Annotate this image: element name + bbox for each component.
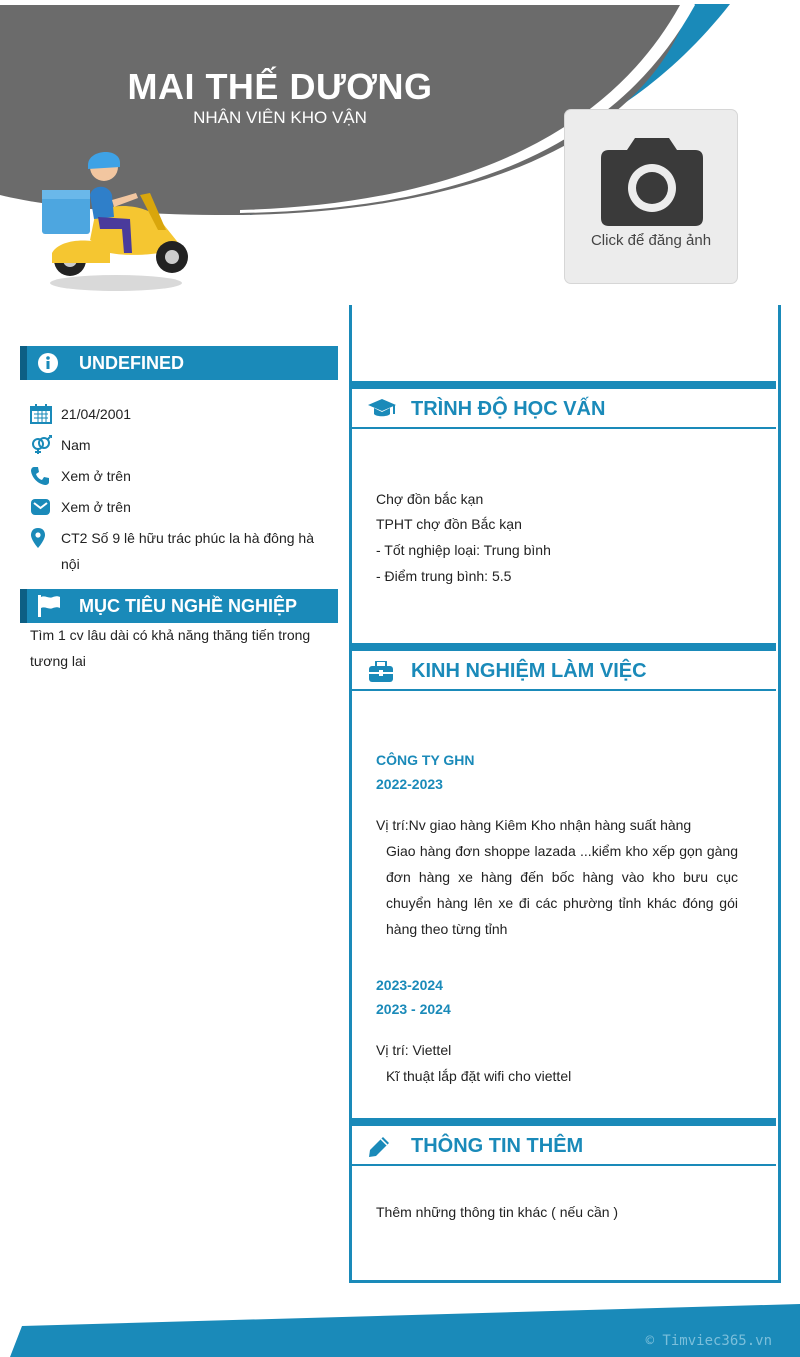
delivery-scooter-illustration — [40, 145, 192, 295]
section-header-objective — [20, 589, 338, 623]
phone-row — [30, 463, 330, 489]
education-major: TPHT chợ đồn Bắc kạn — [376, 516, 522, 532]
gender-value: Nam — [61, 437, 91, 453]
job-1-company: CÔNG TY GHN — [376, 752, 475, 768]
camera-icon — [601, 138, 703, 226]
calendar-icon — [30, 404, 52, 424]
email-row — [30, 494, 330, 520]
briefcase-icon — [368, 661, 394, 683]
education-section-title: TRÌNH ĐỘ HỌC VẤN — [411, 398, 606, 420]
objective-section-title: MỤC TIÊU NGHỀ NGHIỆP — [79, 596, 298, 616]
address-value: CT2 Số 9 lê hữu trác phúc la hà đông hà nội — [61, 530, 314, 572]
education-grade: - Tốt nghiệp loại: Trung bình — [376, 542, 551, 558]
info-icon — [37, 352, 59, 374]
job-2-period: 2023 - 2024 — [376, 1001, 451, 1017]
pencil-icon — [368, 1136, 390, 1158]
info-section-title: UNDEFINED — [79, 353, 185, 373]
job-2-company: 2023-2024 — [376, 977, 443, 993]
phone-value: Xem ở trên — [61, 468, 131, 484]
gender-icon — [30, 435, 52, 455]
section-header-experience — [352, 643, 776, 691]
education-gpa: - Điểm trung bình: 5.5 — [376, 568, 512, 584]
extra-section-title: THÔNG TIN THÊM — [411, 1135, 584, 1157]
flag-icon — [37, 595, 61, 617]
watermark: © Timviec365.vn — [645, 1333, 772, 1349]
job-2-description: Kĩ thuật lắp đặt wifi cho viettel — [386, 1068, 572, 1084]
email-value: Xem ở trên — [61, 499, 131, 515]
section-header-education — [352, 381, 776, 429]
birthday-row — [30, 401, 330, 427]
experience-section-title: KINH NGHIỆM LÀM VIỆC — [411, 660, 647, 682]
phone-icon — [30, 466, 52, 486]
section-header-extra — [352, 1118, 776, 1166]
graduation-cap-icon — [368, 399, 396, 419]
address-row — [30, 525, 330, 577]
birthday-value: 21/04/2001 — [61, 406, 132, 422]
gender-row — [30, 432, 330, 458]
candidate-position: NHÂN VIÊN KHO VẬN — [193, 108, 367, 127]
job-1-period: 2022-2023 — [376, 776, 443, 792]
email-icon — [30, 497, 52, 517]
job-1-role: Vị trí:Nv giao hàng Kiêm Kho nhận hàng suất hàng — [376, 817, 692, 833]
extra-text: Thêm những thông tin khác ( nếu cần ) — [376, 1204, 619, 1220]
location-pin-icon — [30, 528, 52, 548]
photo-upload-button[interactable] — [565, 110, 737, 283]
section-header-info — [20, 346, 338, 380]
objective-text: Tìm 1 cv lâu dài có khả năng thăng tiến trong tương lai — [30, 627, 311, 669]
photo-upload-label: Click để đăng ảnh — [590, 232, 712, 249]
candidate-name: MAI THẾ DƯƠNG — [127, 66, 433, 107]
job-1-description: Giao hàng đơn shoppe lazada ...kiểm kho xếp gọn gàng đơn hàng xe hàng đến bốc hàng vào kho bưu cục chuyển hàng lên xe đi các phường tỉnh khác đóng gói hàng theo từng tỉnh — [386, 843, 738, 937]
education-school: Chợ đồn bắc kạn — [376, 491, 484, 507]
job-2-role: Vị trí: Viettel — [376, 1042, 452, 1058]
